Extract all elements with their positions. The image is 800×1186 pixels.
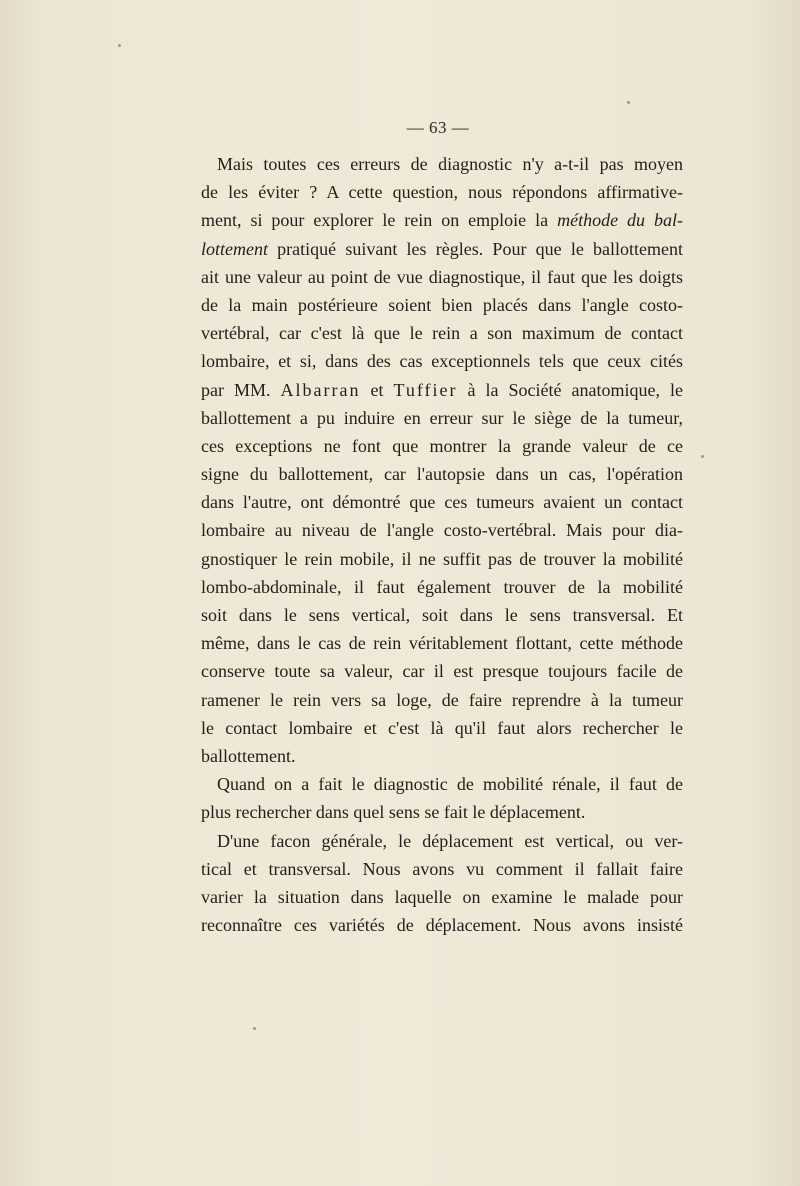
text-line: signe du ballottement, car l'autopsie dans un cas, l'opération (201, 464, 683, 485)
text-line: ballottement a pu induire en erreur sur le siège de la tumeur, (201, 407, 683, 428)
text-line: plus rechercher dans quel sens se fait le déplacement. (201, 802, 586, 823)
author-name: Tuffier (393, 379, 458, 400)
text-line: conserve toute sa valeur, car il est presque toujours facile de (201, 661, 683, 682)
text-segment: à la Société anatomique, le (457, 379, 683, 400)
text-line: Mais toutes ces erreurs de diagnostic n'y a-t-il pas moyen (217, 154, 683, 174)
text-line (201, 206, 683, 234)
text-line (201, 235, 683, 263)
page-number: — 63 — (406, 118, 470, 137)
text-line: varier la situation dans laquelle on examine le malade pour (201, 886, 683, 907)
text-line: ramener le rein vers sa loge, de faire reprendre à la tumeur (201, 689, 683, 710)
text-line: ait une valeur au point de vue diagnostique, il faut que les doigts (201, 266, 683, 287)
text-line: soit dans le sens vertical, soit dans le sens transversal. Et (201, 605, 683, 625)
text-segment: pratiqué suivant les règles. Pour que le ballottement (267, 238, 683, 259)
text-line: de la main postérieure soient bien placés dans l'angle costo- (201, 294, 683, 315)
text-line: même, dans le cas de rein véritablement flottant, cette méthode (201, 633, 683, 654)
italic-term: lottement (201, 238, 268, 259)
text-line: tical et transversal. Nous avons vu comment il fallait faire (201, 858, 683, 879)
paper-speck (627, 101, 630, 104)
text-segment: par MM. (201, 379, 281, 400)
paper-speck (253, 1027, 256, 1030)
text-line: le contact lombaire et c'est là qu'il faut alors rechercher le (201, 717, 683, 738)
text-line: lombo-abdominale, il faut également trouver de la mobilité (201, 576, 683, 597)
text-line: dans l'autre, ont démontré que ces tumeurs avaient un contact (201, 492, 683, 513)
text-line: Quand on a fait le diagnostic de mobilité rénale, il faut de (217, 774, 683, 795)
text-segment: et (360, 379, 394, 400)
body-text (201, 150, 683, 939)
text-line: reconnaître ces variétés de déplacement. Nous avons insisté (201, 915, 683, 936)
text-line (201, 376, 683, 404)
text-line: lombaire, et si, dans des cas exceptionnels tels que ceux cités (201, 351, 683, 372)
text-line: ballottement. (201, 745, 296, 766)
text-line: vertébral, car c'est là que le rein a son maximum de contact (201, 323, 683, 344)
paper-speck (118, 44, 121, 47)
text-line: D'une facon générale, le déplacement est vertical, ou ver- (217, 830, 683, 851)
text-line: ces exceptions ne font que montrer la grande valeur de ce (201, 435, 683, 456)
text-line: de les éviter ? A cette question, nous répondons affirmative- (201, 182, 683, 203)
italic-term: méthode du bal- (557, 210, 683, 231)
author-name: Albarran (280, 379, 361, 400)
paper-speck (701, 455, 704, 458)
text-line: lombaire au niveau de l'angle costo-vertébral. Mais pour dia- (201, 520, 683, 541)
text-segment: ment, si pour explorer le rein on emploie la (201, 210, 558, 231)
text-line: gnostiquer le rein mobile, il ne suffit pas de trouver la mobilité (201, 548, 683, 569)
